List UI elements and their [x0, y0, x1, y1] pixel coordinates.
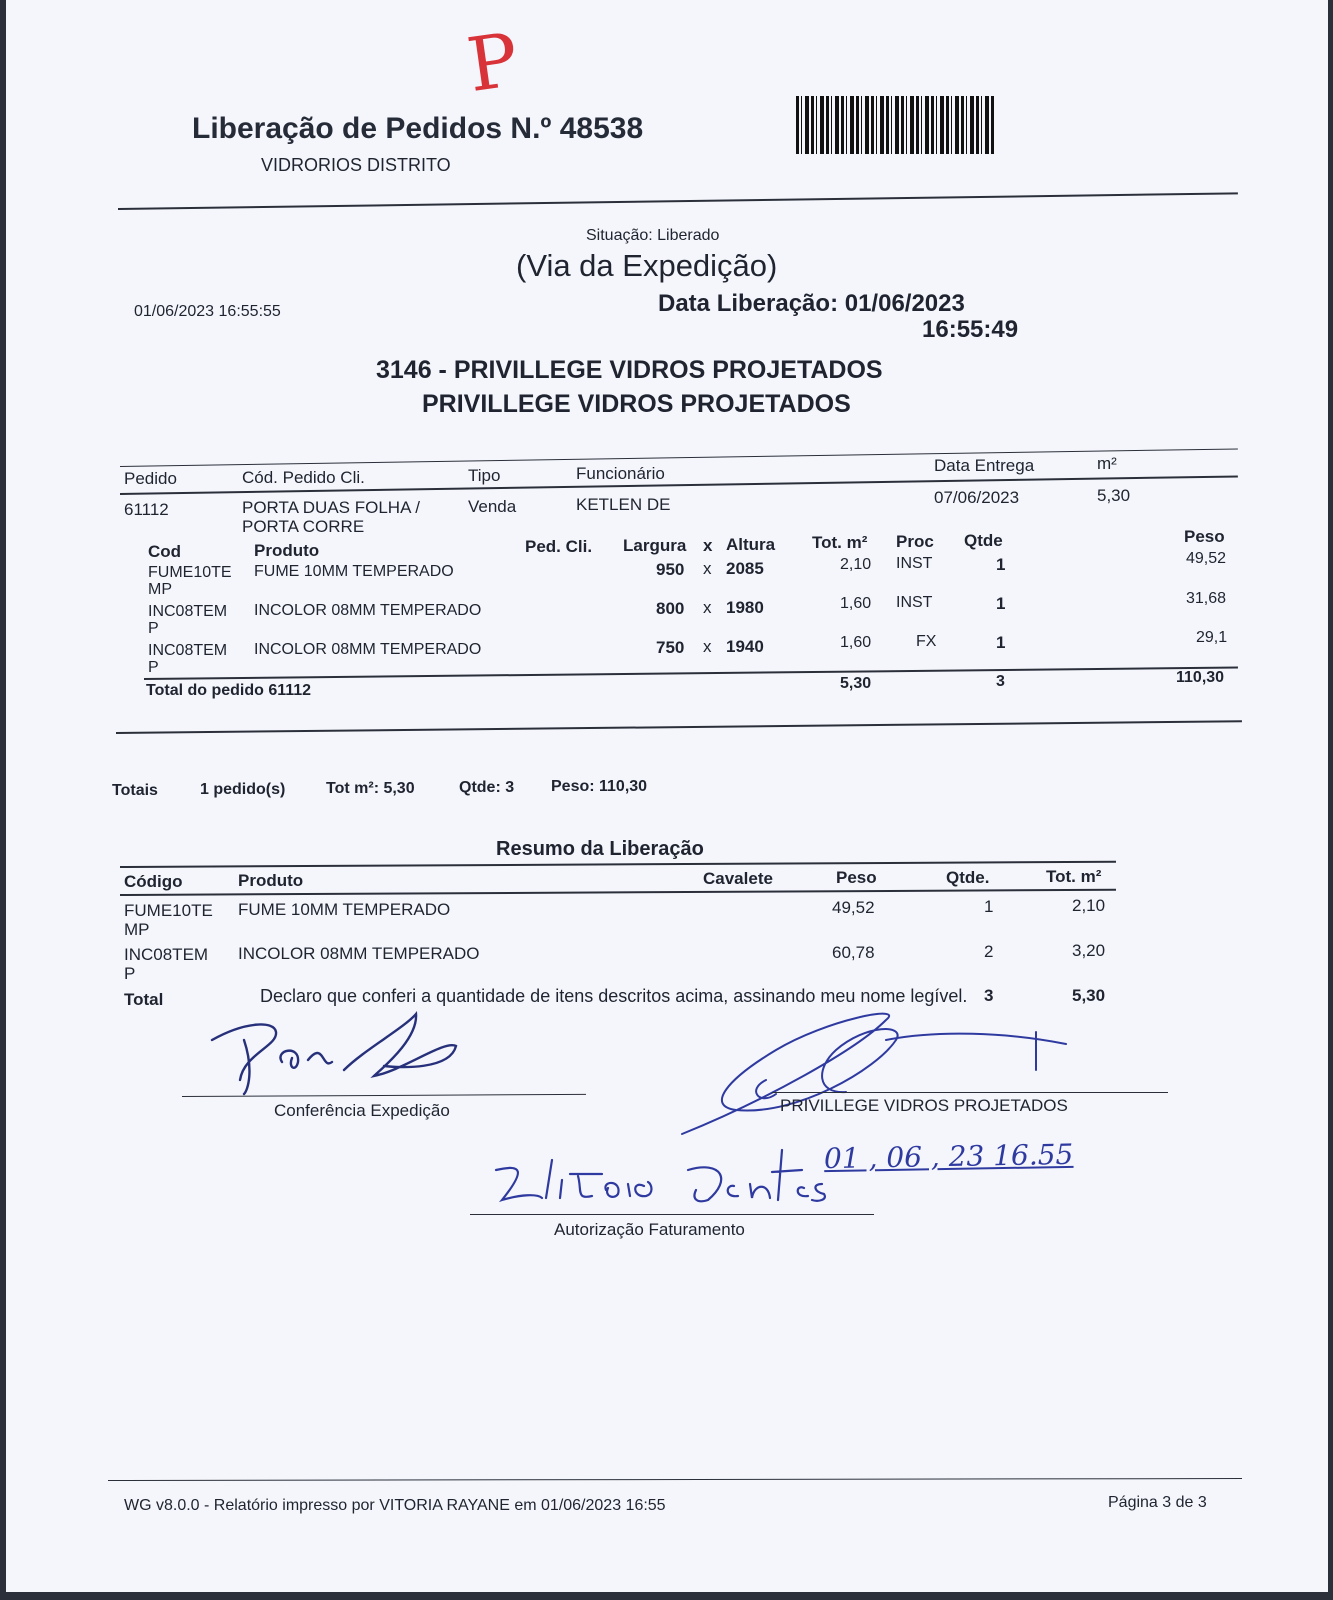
item-cod: INC08TEM [148, 642, 228, 659]
order-total-peso: 110,30 [1176, 669, 1225, 686]
order-cod-line2: PORTA CORRE [242, 517, 365, 536]
item-peso: 29,1 [1196, 629, 1228, 646]
item-col-qtde: Qtde [964, 531, 1003, 550]
col-tipo: Tipo [468, 466, 501, 485]
summary-tot-m2: 2,10 [1072, 896, 1106, 915]
conferencia-signature [204, 1010, 464, 1100]
client-signature-label: PRIVILLEGE VIDROS PROJETADOS [780, 1096, 1068, 1115]
totals-peso: Peso: 110,30 [551, 778, 648, 795]
footer-line [108, 1478, 1242, 1481]
item-produto: INCOLOR 08MM TEMPERADO [254, 641, 482, 658]
item-tot-m2: 2,10 [840, 556, 872, 573]
item-qtde: 1 [996, 633, 1006, 652]
order-table-top-line [120, 448, 1238, 467]
summary-peso: 60,78 [832, 943, 875, 962]
client-line2: PRIVILLEGE VIDROS PROJETADOS [422, 390, 851, 418]
order-pedido: 61112 [124, 500, 169, 519]
order-total-m2: 5,30 [840, 675, 872, 692]
item-col-x: x [703, 536, 713, 555]
autorizacao-label: Autorização Faturamento [554, 1220, 745, 1239]
autorizacao-signature [482, 1140, 832, 1220]
order-m2: 5,30 [1097, 486, 1131, 505]
item-proc: FX [916, 633, 937, 650]
item-col-largura: Largura [623, 536, 687, 555]
totals-pedidos: 1 pedido(s) [200, 781, 286, 798]
summary-title: Resumo da Liberação [496, 838, 704, 860]
client-signature [676, 1010, 1096, 1140]
handwritten-date: 01 , 06 , 23 16.55 [823, 1137, 1074, 1176]
header-divider [118, 192, 1238, 210]
summary-produto: FUME 10MM TEMPERADO [238, 900, 451, 919]
item-peso: 31,68 [1186, 590, 1227, 607]
order-section-bottom-line [116, 720, 1242, 734]
release-time: 16:55:49 [922, 316, 1019, 343]
item-produto: INCOLOR 08MM TEMPERADO [254, 602, 482, 619]
via-label: (Via da Expedição) [516, 248, 778, 283]
item-x: x [703, 598, 712, 617]
item-largura: 950 [656, 560, 685, 579]
totals-qtde: Qtde: 3 [459, 779, 515, 796]
item-tot-m2: 1,60 [840, 595, 872, 612]
item-proc: INST [896, 555, 933, 572]
summary-col-codigo: Código [124, 872, 183, 891]
summary-col-produto: Produto [238, 871, 304, 890]
summary-col-tot-m2: Tot. m² [1046, 867, 1102, 886]
item-altura: 2085 [726, 559, 764, 578]
col-m2: m² [1097, 454, 1117, 473]
summary-col-qtde: Qtde. [946, 868, 990, 887]
item-qtde: 1 [996, 594, 1006, 613]
document-title: Liberação de Pedidos N.º 48538 [192, 112, 644, 145]
conferencia-label: Conferência Expedição [274, 1101, 450, 1120]
summary-col-cavalete: Cavalete [703, 869, 773, 888]
summary-peso: 49,52 [832, 898, 875, 917]
document-page [6, 0, 1328, 1592]
item-largura: 750 [656, 638, 685, 657]
item-col-peso: Peso [1184, 527, 1225, 546]
client-signature-line [772, 1092, 1168, 1093]
barcode [796, 96, 996, 154]
summary-qtde: 2 [984, 942, 994, 961]
summary-codigo: INC08TEM [124, 945, 209, 964]
summary-codigo: FUME10TE [124, 901, 213, 920]
summary-produto: INCOLOR 08MM TEMPERADO [238, 944, 480, 963]
items-total-line [144, 667, 1238, 680]
footer-page: Página 3 de 3 [1108, 1494, 1207, 1511]
situation-label: Situação: Liberado [586, 227, 720, 244]
item-cod: INC08TEM [148, 603, 228, 620]
order-total-label: Total do pedido 61112 [146, 682, 312, 699]
item-cod-cont: P [148, 659, 159, 676]
item-col-altura: Altura [726, 535, 776, 554]
summary-total-label: Total [124, 990, 164, 1009]
order-total-qtde: 3 [996, 673, 1005, 690]
summary-codigo-cont: P [124, 964, 136, 983]
handwritten-mark: P [462, 16, 524, 110]
item-cod-cont: P [148, 620, 159, 637]
company-name: VIDRORIOS DISTRITO [261, 155, 451, 175]
item-produto: FUME 10MM TEMPERADO [254, 563, 454, 580]
col-pedido: Pedido [124, 469, 177, 488]
item-altura: 1940 [726, 637, 764, 656]
summary-total-qtde: 3 [984, 986, 994, 1005]
summary-col-peso: Peso [836, 868, 877, 887]
item-x: x [703, 559, 712, 578]
totals-m2: Tot m²: 5,30 [326, 780, 415, 797]
order-funcionario: KETLEN DE [576, 495, 671, 514]
summary-codigo-cont: MP [124, 920, 150, 939]
order-data-entrega: 07/06/2023 [934, 488, 1020, 507]
item-x: x [703, 637, 712, 656]
summary-total-m2: 5,30 [1072, 986, 1106, 1005]
item-qtde: 1 [996, 555, 1006, 574]
footer-left: WG v8.0.0 - Relatório impresso por VITORIA RAYANE em 01/06/2023 16:55 [124, 1497, 666, 1514]
autorizacao-line [470, 1214, 874, 1215]
totals-label: Totais [112, 782, 158, 799]
col-data-entrega: Data Entrega [934, 456, 1035, 475]
client-line1: 3146 - PRIVILLEGE VIDROS PROJETADOS [376, 356, 883, 384]
summary-top-line [120, 861, 1116, 868]
item-col-proc: Proc [896, 532, 934, 551]
summary-qtde: 1 [984, 897, 994, 916]
release-date: Data Liberação: 01/06/2023 [658, 290, 965, 317]
declaration-text: Declaro que conferi a quantidade de itens descritos acima, assinando meu nome legível. [260, 986, 968, 1006]
item-col-tot-m2: Tot. m² [812, 533, 868, 552]
item-tot-m2: 1,60 [840, 634, 872, 651]
order-cod-line1: PORTA DUAS FOLHA / [242, 498, 420, 517]
summary-tot-m2: 3,20 [1072, 941, 1106, 960]
item-cod: FUME10TE [148, 564, 232, 581]
col-cod-pedido: Cód. Pedido Cli. [242, 468, 365, 487]
item-col-produto: Produto [254, 541, 320, 560]
print-datetime: 01/06/2023 16:55:55 [134, 303, 281, 320]
col-funcionario: Funcionário [576, 464, 665, 483]
item-col-cod: Cod [148, 542, 182, 561]
order-tipo: Venda [468, 497, 517, 516]
item-largura: 800 [656, 599, 685, 618]
item-peso: 49,52 [1186, 550, 1227, 567]
item-altura: 1980 [726, 598, 764, 617]
item-col-ped-cli: Ped. Cli. [525, 537, 593, 556]
item-cod-cont: MP [148, 581, 172, 598]
item-proc: INST [896, 594, 933, 611]
